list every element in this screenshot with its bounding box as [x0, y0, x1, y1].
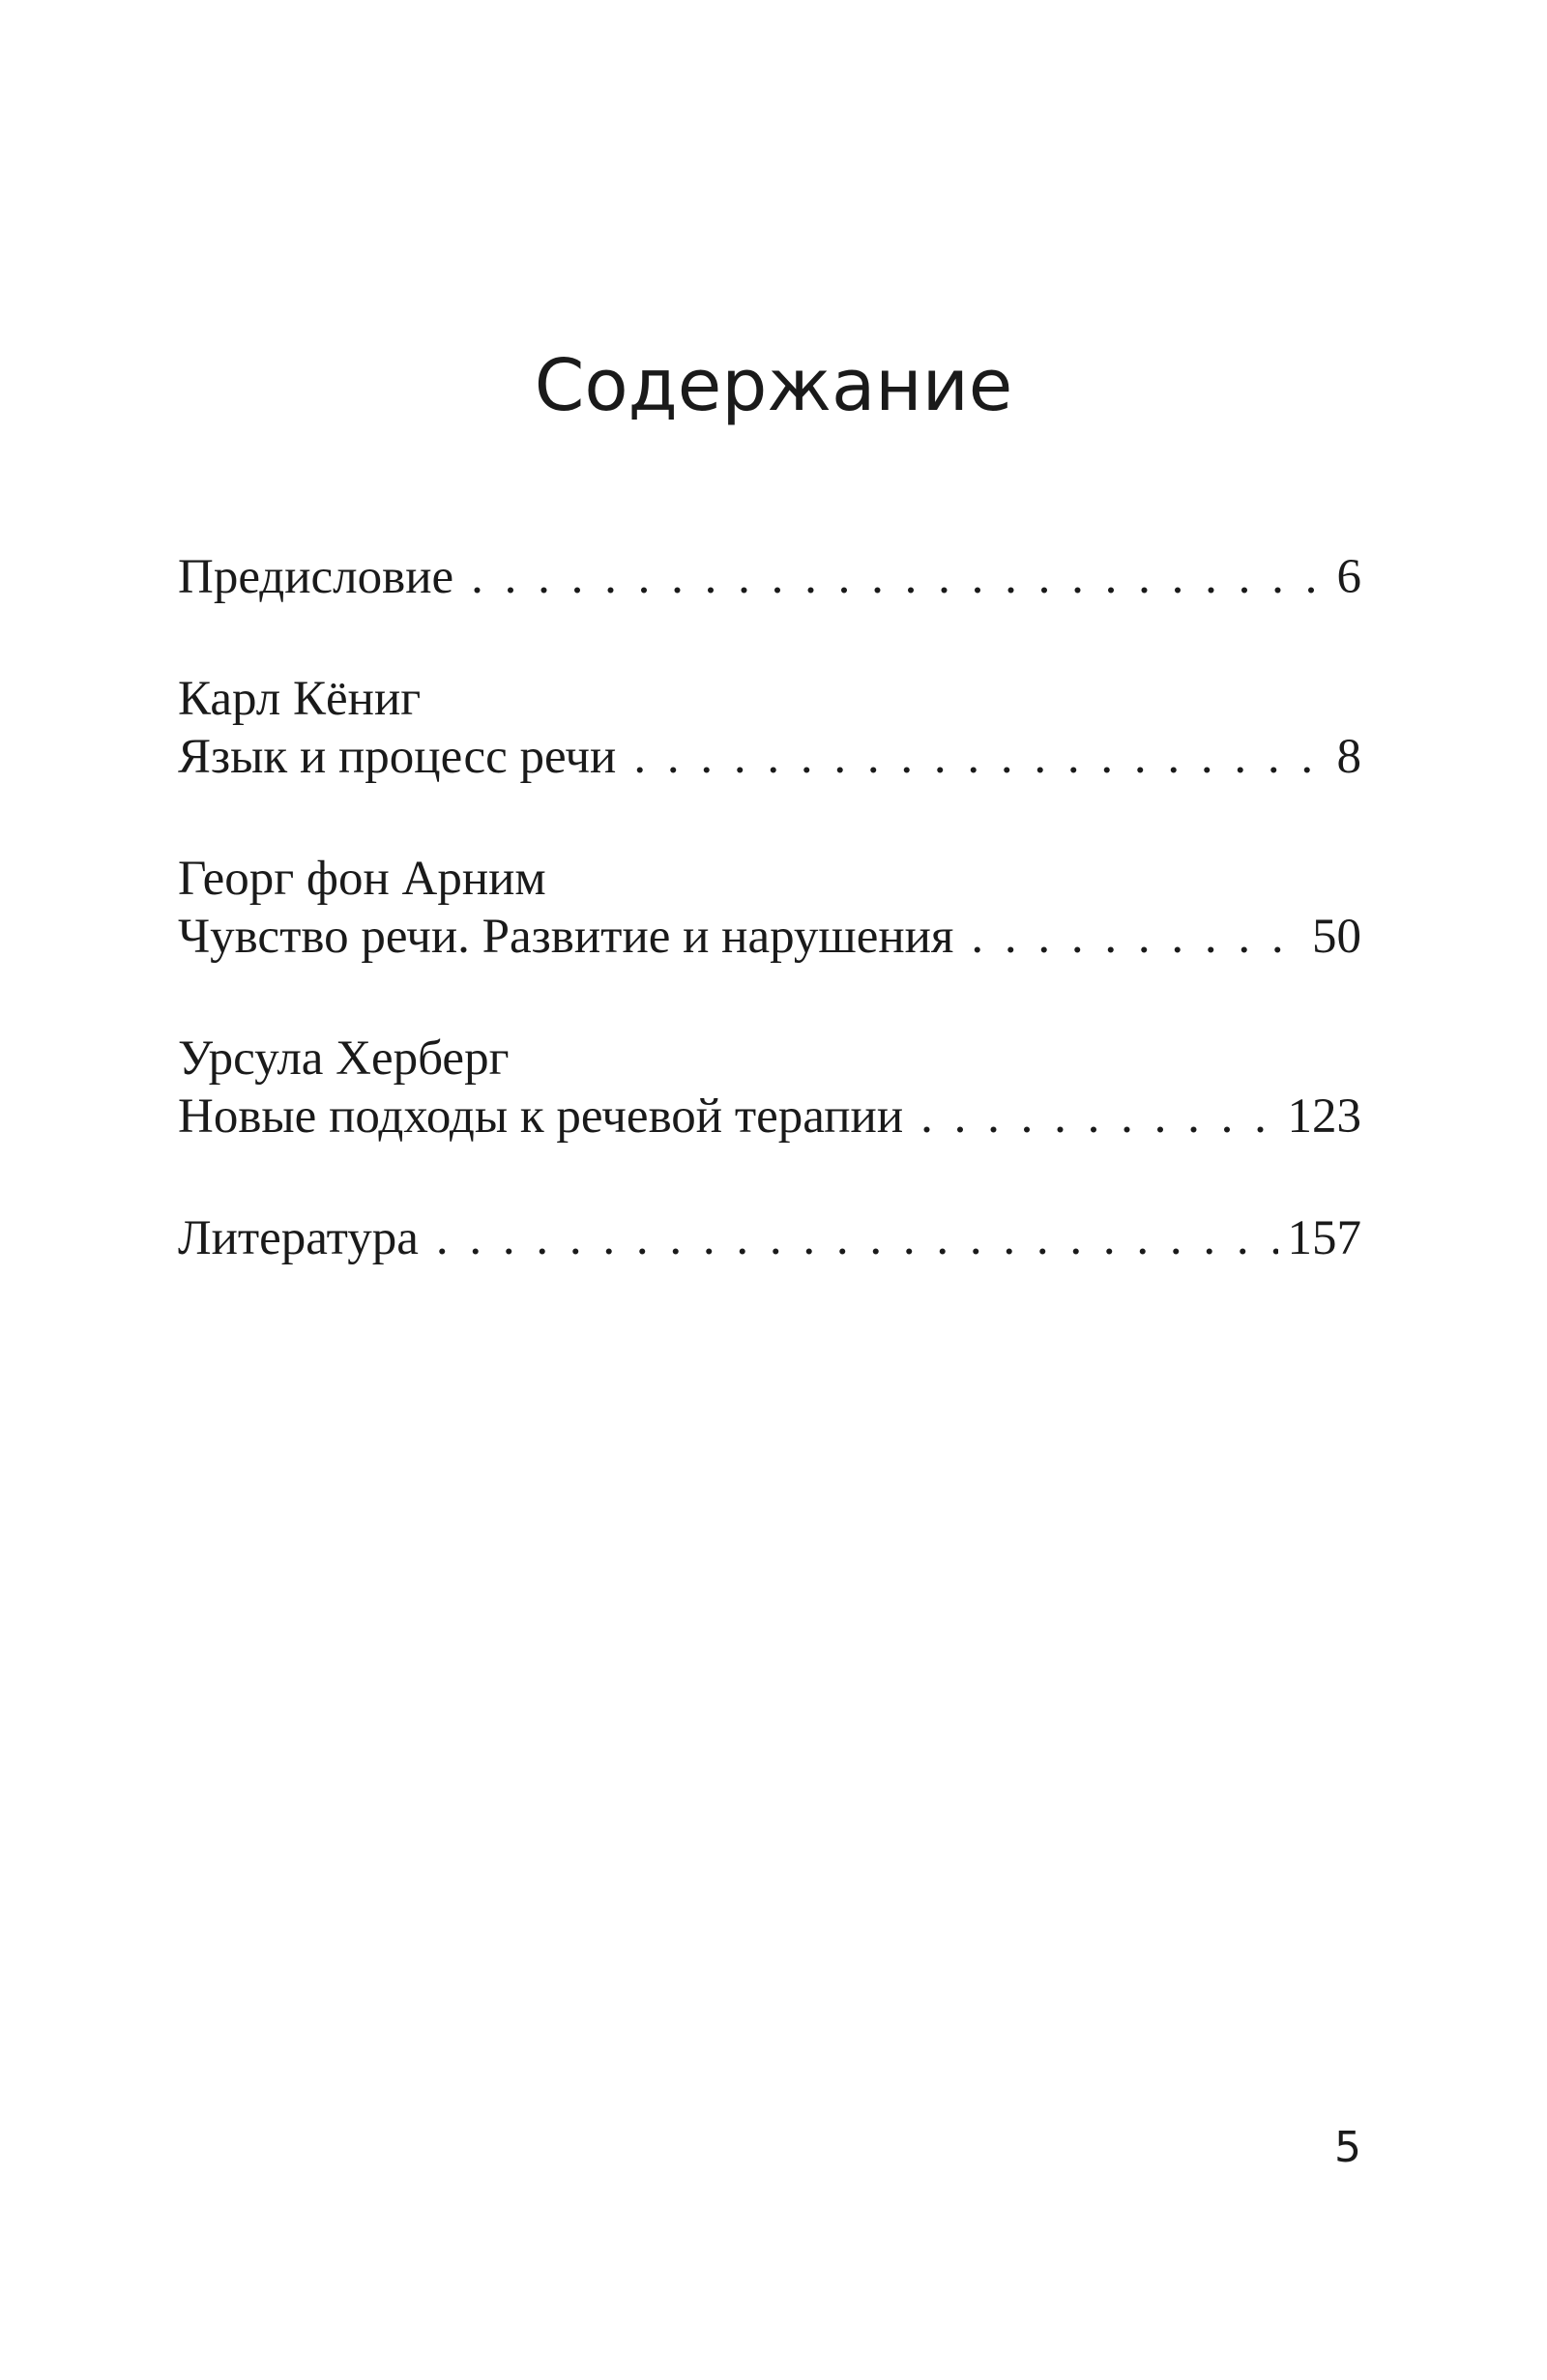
toc-entry-title: Литература — [178, 1211, 419, 1265]
toc-entry-page: 8 — [1336, 730, 1361, 784]
page-number: 5 — [1334, 2123, 1361, 2172]
toc-entry-koenig[interactable] — [178, 727, 1361, 787]
toc-leader-dots — [436, 1208, 1278, 1268]
toc-entry-author — [178, 849, 1361, 909]
toc-entry-herberg[interactable] — [178, 1087, 1361, 1146]
toc-entry-title: Предисловие — [178, 550, 454, 604]
toc-entry-page: 6 — [1336, 550, 1361, 604]
toc-entry-title: Новые подходы к речевой терапии — [178, 1089, 904, 1144]
toc-leader-dots — [471, 547, 1327, 607]
toc-entry-page: 123 — [1287, 1089, 1361, 1144]
toc-entry-author-name: Карл Кёниг — [178, 672, 422, 726]
toc-entry-arnim[interactable] — [178, 907, 1361, 967]
toc-entry-title: Чувство речи. Развитие и нарушения — [178, 910, 954, 964]
page-title: Содержание — [534, 344, 1013, 427]
toc-entry-preface[interactable] — [178, 547, 1361, 607]
toc-entry-title: Язык и процесс речи — [178, 730, 617, 784]
toc-leader-dots — [920, 1087, 1277, 1146]
toc-entry-author — [178, 669, 1361, 729]
toc-leader-dots — [633, 727, 1327, 787]
toc-entry-page: 50 — [1312, 910, 1361, 964]
toc-entry-literature[interactable] — [178, 1208, 1361, 1268]
toc-entry-author-name: Урсула Херберг — [178, 1031, 510, 1086]
toc-entry-author — [178, 1029, 1361, 1088]
toc-leader-dots — [971, 907, 1302, 967]
toc-entry-page: 157 — [1287, 1211, 1361, 1265]
toc-entry-author-name: Георг фон Арним — [178, 852, 546, 906]
